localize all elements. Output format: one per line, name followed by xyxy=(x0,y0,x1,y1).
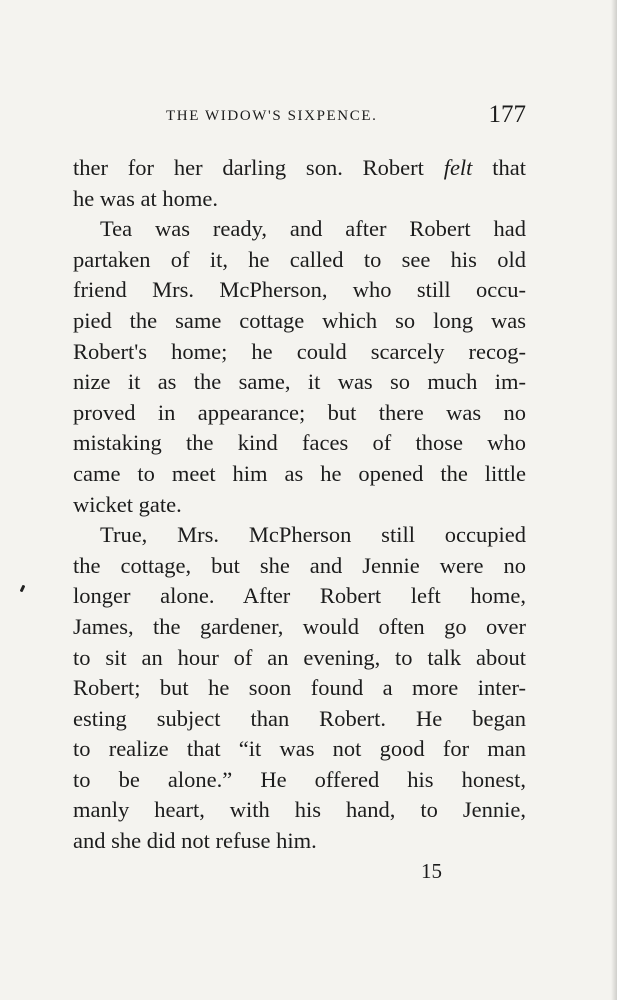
body-text xyxy=(73,153,526,857)
text-line: mistaking the kind faces of those who xyxy=(73,430,526,456)
text-line: wicket gate. xyxy=(73,491,182,517)
text-line: and she did not refuse him. xyxy=(73,828,317,854)
text-line: Robert's home; he could scarcely recog- xyxy=(73,338,526,364)
text-line: True, Mrs. McPherson still occupied xyxy=(100,522,526,548)
italic-emphasis: felt xyxy=(443,155,473,180)
text-line: to sit an hour of an evening, to talk about xyxy=(73,644,526,670)
signature-mark: 15 xyxy=(421,859,442,883)
text-line: Tea was ready, and after Robert had xyxy=(100,216,526,242)
text-line: James, the gardener, would often go over xyxy=(73,613,526,639)
text-line: he was at home. xyxy=(73,185,218,211)
text-line: proved in appearance; but there was no xyxy=(73,399,526,425)
text-line: manly heart, with his hand, to Jennie, xyxy=(73,797,526,823)
text-line xyxy=(73,153,526,184)
text-line: partaken of it, he called to see his old xyxy=(73,246,526,272)
text-line: nize it as the same, it was so much im- xyxy=(73,369,526,395)
text-line: came to meet him as he opened the little xyxy=(73,460,526,486)
text-line: pied the same cottage which so long was xyxy=(73,307,526,333)
line-segment: ther for her darling son. Robert xyxy=(73,155,444,180)
text-line: esting subject than Robert. He began xyxy=(73,705,526,731)
text-line: friend Mrs. McPherson, who still occu- xyxy=(73,277,526,303)
text-line: longer alone. After Robert left home, xyxy=(73,583,526,609)
text-line: the cottage, but she and Jennie were no xyxy=(73,552,526,578)
running-head xyxy=(73,101,526,135)
page-number: 177 xyxy=(488,101,526,128)
text-line: to be alone.” He offered his honest, xyxy=(73,766,526,792)
text-line: Robert; but he soon found a more inter- xyxy=(73,675,526,701)
ink-speck xyxy=(20,585,26,593)
running-title: THE WIDOW'S SIXPENCE. xyxy=(166,108,378,124)
line-segment: that xyxy=(472,155,526,180)
text-line: to realize that “it was not good for man xyxy=(73,736,526,762)
